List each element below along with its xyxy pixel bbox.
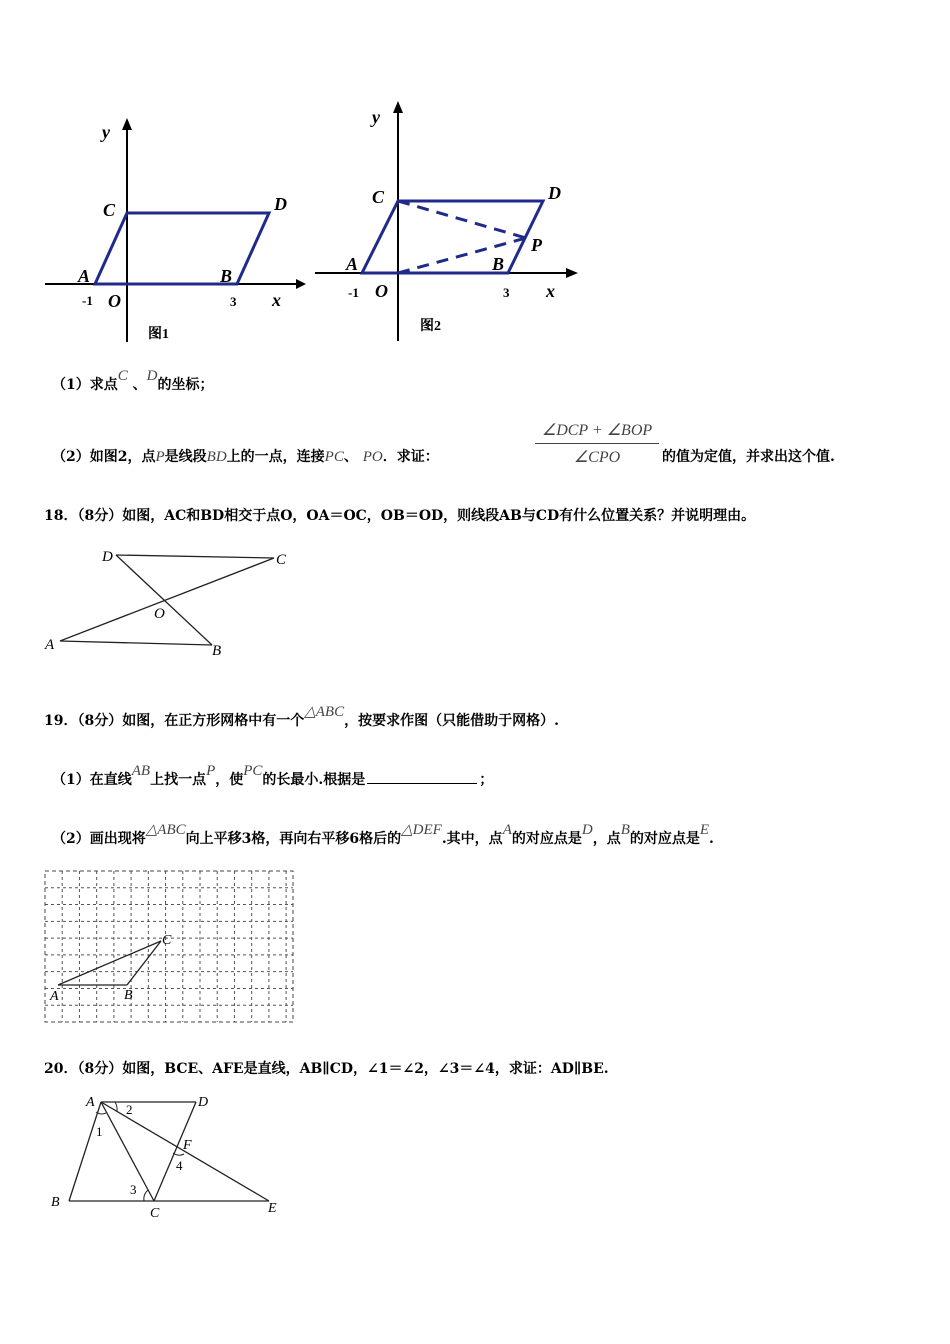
parallelogram-abdc [95,213,269,284]
y-axis-arrow [393,101,403,113]
segment-op [398,238,526,273]
point-c-label: C [103,200,116,220]
q20-text: 20．（8分）如图，BCE、AFE是直线，AB∥CD，∠1＝∠2，∠3＝∠4，求证：AD∥BE. [44,1061,609,1077]
q18-figure [40,545,300,660]
tick-3: 3 [503,285,510,300]
origin-label: O [108,291,121,311]
origin-label: O [375,281,388,301]
angle-1: 1 [96,1124,103,1139]
label-o: O [154,606,165,622]
q17-part1: （1）求点C 、D的坐标； [52,368,214,393]
angle-3: 3 [130,1182,137,1197]
x-axis-arrow [566,268,578,278]
point-p-label: P [531,235,542,255]
x-label: x [546,281,555,301]
point-b-label: B [220,266,233,286]
figure-2-caption: 图2 [420,319,441,334]
tick-neg1: -1 [82,293,93,308]
q18-text: 18．（8分）如图，AC和BD相交于点O，OA＝OC，OB＝OD，则线段AB与CD有什么位置关系？并说明理由。 [44,508,756,524]
tick-3: 3 [230,294,237,309]
q17-fraction [535,420,659,467]
answer-blank[interactable] [367,771,477,784]
label-e: E [268,1201,277,1216]
label-c: C [150,1206,160,1221]
label-c: C [162,933,172,948]
q20-figure [44,1088,294,1223]
x-axis-arrow [296,279,306,289]
label-b: B [124,988,133,1003]
q19-text: 19．（8分）如图，在正方形网格中有一个△ABC，按要求作图（只能借助于网格）. [44,704,559,729]
label-a: A [86,1095,95,1110]
tick-neg1: -1 [348,285,359,300]
q17-part2-suffix: 的值为定值，并求出这个值. [662,449,835,465]
q17-part2: （2）如图2，点P是线段BD上的一点，连接PC、 PO．求证： [52,449,439,465]
label-d: D [198,1095,209,1110]
point-b-label: B [492,254,505,274]
point-c-label: C [372,187,385,207]
figure-1 [40,110,320,350]
label-b: B [51,1195,60,1210]
figure-2 [310,95,590,350]
point-a-label: A [346,254,359,274]
label-b: B [212,643,222,659]
fraction-numerator: ∠DCP + ∠BOP [541,422,653,439]
angle-4: 4 [176,1158,183,1173]
label-a: A [50,989,59,1004]
parallelogram-abdc [362,201,543,273]
q19-grid-figure [44,870,296,1025]
y-label: y [102,122,110,142]
label-f: F [183,1138,192,1153]
y-axis-arrow [122,118,132,130]
q19-part2: （2）画出现将△ABC向上平移3格，再向右平移6格后的△DEF.其中，点A的对应点是D，点B的对应点是E. [52,822,714,847]
figure-1-caption: 图1 [148,327,169,342]
segment-cp [398,201,526,238]
point-d-label: D [274,194,287,214]
x-label: x [272,290,281,310]
y-label: y [372,107,380,127]
point-d-label: D [548,183,561,203]
angle-2: 2 [126,1102,133,1117]
point-a-label: A [78,266,91,286]
q19-part1: （1）在直线AB上找一点P，使PC的长最小.根据是 ； [52,763,494,788]
label-c: C [276,552,287,568]
label-a: A [45,637,55,653]
label-d: D [102,549,113,565]
fraction-denominator: ∠CPO [573,449,621,466]
